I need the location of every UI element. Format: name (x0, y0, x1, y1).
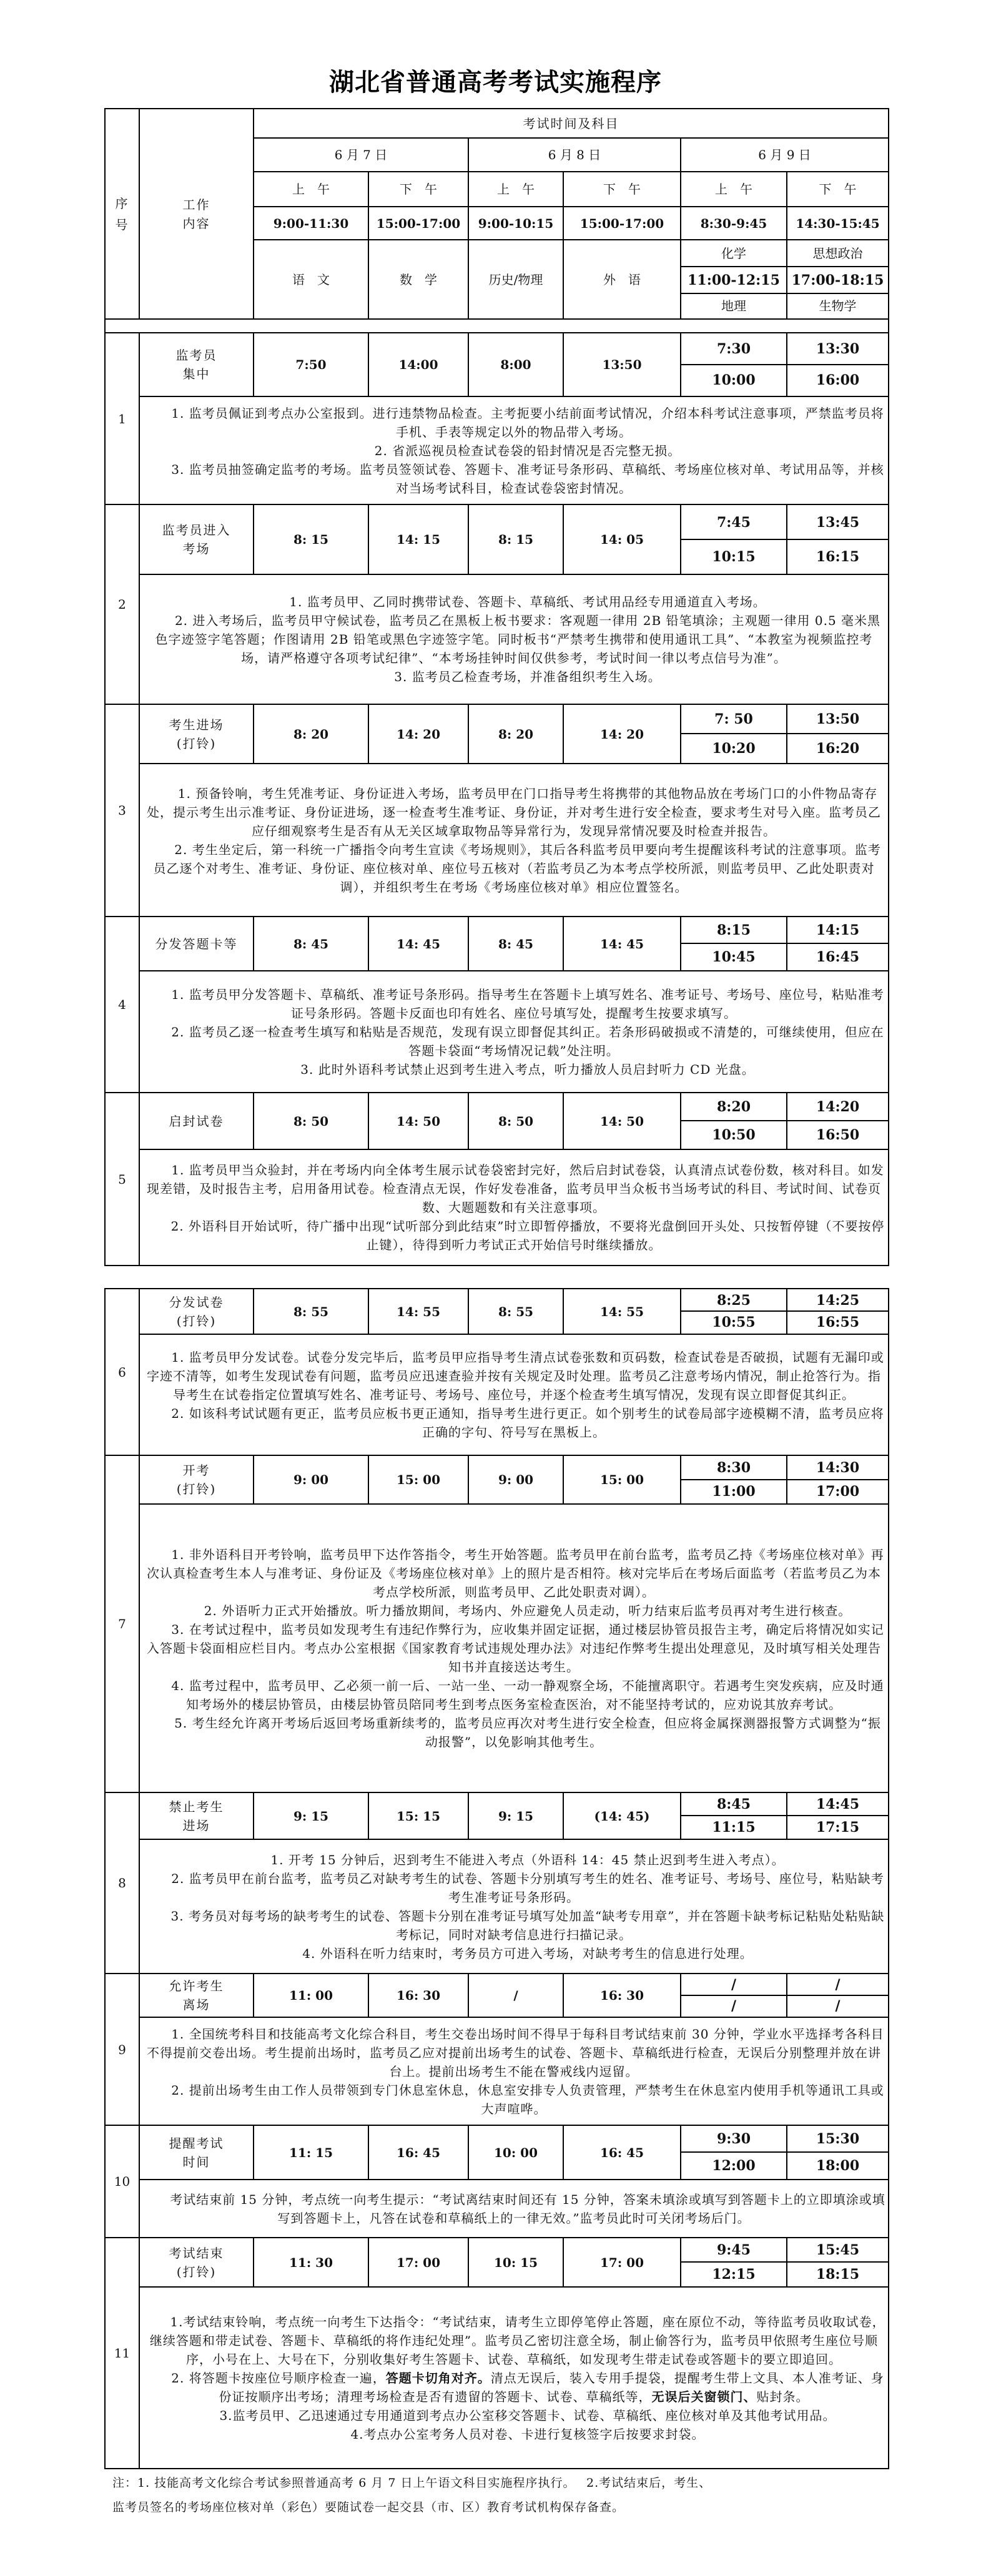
procedure-time-row (105, 1792, 889, 1839)
day3-pm-times (787, 2125, 889, 2180)
row-seq-number: 4 (105, 917, 139, 1093)
procedure-text-row (105, 2287, 889, 2469)
day3-am-times (681, 2125, 787, 2180)
task-time: 8:45 (681, 1793, 786, 1816)
task-time: 16: 30 (563, 1974, 681, 2017)
procedure-paragraph: 1. 全国统考科目和技能高考文化综合科目，考生交卷出场时间不得早于每科目考试结束前 30 分钟，学业水平选择考各科目不得提前交卷出场。考生提前出场时，监考员乙应对提前出场考生的试卷、答题卡、草稿纸进行检查，无误后分别整理并放在讲台上。提前出场考生不能在警戒线内逗留。 (147, 2026, 884, 2079)
task-time: 8:00 (468, 333, 563, 396)
footnote-line-2: 监考员签名的考场座位核对单（彩色）要随试卷一起交县（市、区）教育考试机构保存备查。 (112, 2500, 625, 2514)
procedure-text-row (105, 1839, 889, 1974)
procedure-paragraph: 1. 开考 15 分钟后，迟到考生不能进入考点（外语科 14：45 禁止迟到考生进入考点）。 (270, 1852, 785, 1867)
subject-geography: 地理 (721, 298, 746, 313)
task-name: 考生进场 (打铃) (139, 704, 254, 764)
period-header: 上 午 (254, 172, 368, 207)
procedure-text-row (105, 1334, 889, 1455)
task-time: 13:45 (787, 505, 888, 540)
task-time: / (681, 1974, 786, 1996)
task-time: 17:00 (816, 1483, 860, 1500)
procedure-paragraph: 2. 如该科考试试题有更正，监考员应板书更正通知，指导考生进行更正。如个别考生的试卷局部字迹模糊不清，监考员应将正确的字句、符号写在黑板上。 (171, 1406, 884, 1440)
task-time: 8:15 (681, 917, 786, 944)
subject-cell: 语 文 (254, 240, 368, 319)
exam-time: 15:00-17:00 (368, 207, 468, 240)
procedure-paragraph: 2. 监考员乙逐一检查考生填写和粘贴是否规范，发现有误立即督促其纠正。若条形码破损或不清楚的，可继续使用，但应在答题卡袋面“考场情况记载”处注明。 (171, 1024, 884, 1058)
procedure-time-row (105, 1455, 889, 1504)
task-time: 8: 20 (254, 704, 368, 764)
procedure-text-row (105, 2017, 889, 2125)
task-time: 14: 50 (563, 1093, 681, 1149)
task-time: / (835, 1998, 841, 2014)
procedure-description (139, 764, 889, 917)
period-header: 上 午 (468, 172, 563, 207)
subject-politics: 思想政治 (787, 240, 888, 267)
exam-time: 15:00-17:00 (563, 207, 681, 240)
task-time: 8: 15 (254, 504, 368, 574)
day3-pm-times (787, 333, 889, 396)
procedure-time-row (105, 704, 889, 764)
task-time: 14:00 (368, 333, 468, 396)
day3-am-times (681, 1289, 787, 1334)
task-time: 14: 45 (563, 917, 681, 971)
task-time: 7: 50 (681, 705, 786, 734)
task-time: 17: 00 (368, 2238, 468, 2287)
footnote (112, 2471, 887, 2520)
procedure-text-row (105, 574, 889, 704)
procedure-time-row (105, 504, 889, 574)
footnote-line-1: 注：1. 技能高考文化综合考试参照普通高考 6 月 7 日上午语文科目实施程序执行。 2.考试结束后，考生、 (112, 2476, 712, 2490)
procedure-paragraph: 3. 监考员乙检查考场，并准备组织考生入场。 (394, 669, 661, 684)
task-time: 14:15 (787, 917, 888, 944)
task-time: 10: 00 (468, 2125, 563, 2180)
procedure-paragraph: 考试结束前 15 分钟，考点统一向考生提示：“考试离结束时间还有 15 分钟，答案未填涂或填写到答题卡上的立即填涂或填写到答题卡上，凡答在试卷和草稿纸上的一律无效。”监考员此时可关闭考场后门。 (170, 2191, 885, 2226)
task-time: 7:30 (681, 333, 786, 365)
task-time: 10:45 (712, 949, 756, 965)
task-time: 11:15 (712, 1819, 756, 1836)
procedure-paragraph: 1.考试结束铃响，考点统一向考生下达指令：“考试结束，请考生立即停笔停止答题，座在原位不动，等待监考员收取试卷，继续答题和带走试卷、答题卡、草稿纸的将作违纪处理”。监考员乙密切注意全场，制止偷答行为，监考员甲依照考生座位号顺序，小号在上、大号在下，分别收集好考生答题卡、试卷、草稿纸，如发现考生带走试卷或答题卡的要立即追回。 (149, 2314, 885, 2367)
procedure-paragraph: 1. 预备铃响，考生凭准考证、身份证进入考场，监考员甲在门口指导考生将携带的其他物品放在考场门口的小件物品寄存处，提示考生出示准考证、身份证进场，逐一检查考生准考证、身份证，并对考生进行安全检查，要求考生对号入座。监考员乙应仔细观察考生是否有从无关区域拿取物品等异常行为，发现异常情况要及时检查并报告。 (147, 785, 882, 838)
period-header: 上 午 (681, 172, 787, 207)
day3-am-times (681, 1455, 787, 1504)
procedure-paragraph: 2. 省派巡视员检查试卷袋的铅封情况是否完整无损。 (374, 443, 681, 458)
task-time: 18:15 (816, 2266, 860, 2283)
row-seq-number: 8 (105, 1792, 139, 1974)
task-time: 10:00 (712, 372, 756, 388)
procedure-description (139, 574, 889, 704)
row-seq-number: 11 (105, 2238, 139, 2469)
task-time: 13:50 (787, 705, 888, 734)
task-time: 14:25 (787, 1289, 888, 1312)
exam-time: 8:30-9:45 (681, 207, 787, 240)
day3-pm-times (787, 2238, 889, 2287)
task-time: 16:55 (816, 1314, 860, 1330)
day3-pm-times (787, 1792, 889, 1839)
task-time: 16:00 (816, 372, 860, 388)
task-time: 15: 00 (368, 1455, 468, 1504)
task-time: 8: 55 (254, 1289, 368, 1334)
task-time: 9: 00 (468, 1455, 563, 1504)
procedure-time-row (105, 333, 889, 396)
task-time: 7:45 (681, 505, 786, 540)
task-time: 16:20 (816, 740, 860, 757)
task-time: 16:15 (816, 549, 860, 565)
procedure-paragraph: 5. 考生经允许离开考场后返回考场重新续考的，监考员应再次对考生进行安全检查，但应将金属探测器报警方式调整为“振动报警”，以免影响其他考生。 (174, 1716, 881, 1749)
procedure-time-row (105, 1289, 889, 1334)
procedure-time-row (105, 2125, 889, 2180)
procedure-text-row (105, 396, 889, 504)
task-time: 16: 30 (368, 1974, 468, 2017)
task-time: 18:00 (816, 2158, 860, 2174)
procedure-description (139, 971, 889, 1093)
task-time: 8: 50 (468, 1093, 563, 1149)
row-seq-number: 6 (105, 1289, 139, 1455)
row-seq-number: 1 (105, 333, 139, 504)
procedure-paragraph: 3.监考员甲、乙迅速通过专用通道到考点办公室移交答题卡、试卷、草稿纸、座位核对单及其他考试用品。 (219, 2407, 836, 2423)
day-header: 6 月 7 日 (254, 138, 468, 172)
task-name: 分发答题卡等 (139, 917, 254, 971)
procedure-paragraph: 2. 外语听力正式开始播放。听力播放期间，考场内、外应避免人员走动，听力结束后监考员再对考生进行核查。 (204, 1603, 852, 1618)
row-seq-number: 7 (105, 1455, 139, 1792)
procedure-paragraph: 4.考点办公室考务人员对卷、卡进行复核签字后按要求封袋。 (350, 2426, 705, 2442)
subject-biology: 生物学 (819, 298, 857, 313)
exam-time-subjects-header: 考试时间及科目 (254, 109, 889, 138)
day3-am-times (681, 504, 787, 574)
task-time: 8:20 (681, 1093, 786, 1121)
procedure-paragraph: 3. 监考员抽签确定监考的考场。监考员签领试卷、答题卡、准考证号条形码、草稿纸、考场座位核对单、考试用品等，并核对当场考试科目，检查试卷袋密封情况。 (171, 461, 884, 496)
task-name: 禁止考生 进场 (139, 1792, 254, 1839)
procedure-time-row (105, 2238, 889, 2287)
task-time: 14: 55 (563, 1289, 681, 1334)
procedure-description (139, 2287, 889, 2469)
procedure-text-row (105, 1149, 889, 1266)
subject-chemistry: 化学 (681, 240, 786, 267)
task-name: 开考 (打铃) (139, 1455, 254, 1504)
document-title: 湖北省普通高考考试实施程序 (329, 68, 662, 97)
procedure-paragraph: 2. 提前出场考生由工作人员带领到专门休息室休息，休息室安排专人负责管理，严禁考生在休息室内使用手机等通讯工具或大声喧哗。 (171, 2082, 884, 2116)
task-time: 14: 55 (368, 1289, 468, 1334)
row-seq-number: 2 (105, 504, 139, 704)
task-time: 9:30 (681, 2126, 786, 2153)
day3-pm-times (787, 704, 889, 764)
exam-time: 9:00-11:30 (254, 207, 368, 240)
task-time: 15: 00 (563, 1455, 681, 1504)
procedure-paragraph: 1. 监考员甲当众验封，并在考场内向全体考生展示试卷袋密封完好，然后启封试卷袋，认真清点试卷份数，核对科目。如发现差错，及时报告主考，启用备用试卷。检查清点无误，作好发卷准备，监考员甲当众板书当场考试的科目、考试时间、试卷页数、大题题数和有关注意事项。 (147, 1163, 884, 1215)
task-time: 15:30 (787, 2126, 888, 2153)
procedure-paragraph: 4. 外语科在听力结束时，考务员方可进入考场，对缺考考生的信息进行处理。 (302, 1945, 753, 1961)
procedure-paragraph: 2. 进入考场后，监考员甲守候试卷，监考员乙在黑板上板书要求：客观题一律用 2B 铅笔填涂；主观题一律用 0.5 毫米黑色字迹签字笔答题；作图请用 2B 铅笔或黑色字迹签字笔。同时板书“严禁考生携带和使用通讯工具”、“本教室为视频监控考场，请严格遵守各项考试纪律”、“本考场挂钟时间仅供参考，考试时间一律以考点信号为准”。 (155, 613, 881, 666)
task-time: 7:50 (254, 333, 368, 396)
procedure-description (139, 1504, 889, 1792)
task-time: / (468, 1974, 563, 2017)
procedure-paragraph: 1. 监考员佩证到考点办公室报到。进行违禁物品检查。主考扼要小结前面考试情况，介绍本科考试注意事项，严禁监考员将手机、手表等规定以外的物品带入考场。 (171, 405, 884, 440)
procedure-description (139, 2017, 889, 2125)
task-time: 11: 00 (254, 1974, 368, 2017)
task-time: 8: 15 (468, 504, 563, 574)
exam-time: 14:30-15:45 (787, 207, 889, 240)
task-time: 17: 00 (563, 2238, 681, 2287)
task-time: / (731, 1998, 737, 2014)
day3-am-times (681, 917, 787, 971)
period-header: 下 午 (368, 172, 468, 207)
procedure-paragraph: 1. 监考员甲、乙同时携带试卷、答题卡、草稿纸、考试用品经专用通道直入考场。 (289, 594, 766, 609)
task-time: 14: 20 (368, 704, 468, 764)
task-time: 10:50 (712, 1127, 756, 1143)
exam-time: 11:00-12:15 (681, 267, 786, 294)
procedure-paragraph: 1. 监考员甲分发试卷。试卷分发完毕后，监考员甲应指导考生清点试卷张数和页码数，检查试卷是否破损，试题有无漏印或字迹不清等，如考生发现试卷有问题，监考员应迅速查验并按有关规定及时处理。监考员乙注意考场内情况，制止抢答行为。指导考生在试卷指定位置填写姓名、准考证号、考场号、座位号，并逐个检查考生填写情况，发现有误立即督促其纠正。 (147, 1350, 884, 1402)
subject-cell: 数 学 (368, 240, 468, 319)
task-name: 监考员 集中 (139, 333, 254, 396)
day3-pm-subjects (787, 240, 889, 319)
procedure-paragraph: 1. 非外语科目开考铃响，监考员甲下达作答指令，考生开始答题。监考员甲在前台监考，监考员乙持《考场座位核对单》再次认真检查考生本人与准考证、身份证及《考场座位核对单》上的照片是否相符。核对完毕后在考场后面监考（若监考员乙为本考点学校所派，则监考员甲、乙此处职责对调）。 (147, 1547, 884, 1600)
day3-pm-times (787, 504, 889, 574)
row-seq-number: 10 (105, 2125, 139, 2238)
bold-emphasis: 答题卡切角对齐。 (385, 2370, 491, 2386)
task-time: 15:45 (787, 2238, 888, 2263)
task-time: 14: 20 (563, 704, 681, 764)
procedure-paragraph: 2. 外语科目开始试听，待广播中出现“试听部分到此结束”时立即暂停播放，不要将光盘倒回开头处、只按暂停键（不要按停止键），待得到听力考试正式开始信号时继续播放。 (170, 1219, 885, 1252)
procedure-description (139, 1334, 889, 1455)
task-time: 8:25 (681, 1289, 786, 1312)
procedure-text-row (105, 764, 889, 917)
task-time: 8: 50 (254, 1093, 368, 1149)
task-name: 考试结束 (打铃) (139, 2238, 254, 2287)
procedure-paragraph: 3. 在考试过程中，监考员如发现考生有违纪作弊行为，应收集并固定证据，通过楼层协管员报告主考，确定后将情况如实记入答题卡袋面相应栏目内。考点办公室根据《国家教育考试违规处理办法》对违纪作弊考生提出处理意见，及时填写相关处理告知书并直接送达考生。 (147, 1622, 884, 1674)
task-time: 11:00 (712, 1483, 756, 1500)
day3-am-times (681, 1974, 787, 2017)
task-time: 8: 55 (468, 1289, 563, 1334)
task-time: 12:15 (712, 2266, 756, 2283)
task-time: 16:50 (816, 1127, 860, 1143)
task-time: / (787, 1974, 888, 1996)
task-name: 允许考生 离场 (139, 1974, 254, 2017)
procedure-description (139, 1149, 889, 1266)
spacer-row (105, 319, 889, 333)
procedure-time-row (105, 917, 889, 971)
procedure-paragraph: 2. 将答题卡按座位号顺序检查一遍，答题卡切角对齐。清点无误后，装入专用手提袋，提醒考生带上文具、本人准考证、身份证按顺序出考场；清理考场检查是否有遗留的答题卡、试卷、草稿纸等，无误后关窗锁门、贴封条。 (171, 2370, 884, 2404)
subject-cell: 外 语 (563, 240, 681, 319)
procedure-description (139, 1839, 889, 1974)
task-time: 12:00 (712, 2158, 756, 2174)
task-name: 监考员进入 考场 (139, 504, 254, 574)
day3-pm-times (787, 1455, 889, 1504)
procedure-time-row (105, 1093, 889, 1149)
procedure-paragraph: 1. 监考员甲分发答题卡、草稿纸、准考证号条形码。指导考生在答题卡上填写姓名、准考证号、考场号、座位号，粘贴准考证号条形码。答题卡反面也印有姓名、座位号填写处，提醒考生按要求填写。 (171, 986, 884, 1021)
subject-cell: 历史/物理 (468, 240, 563, 319)
task-time: 9: 15 (254, 1792, 368, 1839)
day3-am-subjects (681, 240, 787, 319)
bold-emphasis: 无误后关窗锁门、 (651, 2389, 757, 2404)
exam-time: 17:00-18:15 (787, 267, 888, 294)
task-time: 16: 45 (368, 2125, 468, 2180)
task-time: 10: 15 (468, 2238, 563, 2287)
schedule-table-part-2 (104, 1288, 889, 2469)
task-time: 10:55 (712, 1314, 756, 1330)
task-name: 启封试卷 (139, 1093, 254, 1149)
task-time: 17:15 (816, 1819, 860, 1836)
procedure-text-row (105, 1504, 889, 1792)
task-time: 16:45 (816, 949, 860, 965)
day3-am-times (681, 704, 787, 764)
row-seq-number: 3 (105, 704, 139, 917)
task-time: 10:15 (712, 549, 756, 565)
day3-pm-times (787, 917, 889, 971)
task-time: 16: 45 (563, 2125, 681, 2180)
task-time: 14: 15 (368, 504, 468, 574)
procedure-paragraph: 2. 监考员甲在前台监考，监考员乙对缺考考生的试卷、答题卡分别填写考生的姓名、准考证号、考场号、座位号，粘贴缺考考生准考证号条形码。 (171, 1871, 884, 1905)
task-time: 9:45 (681, 2238, 786, 2263)
task-time: 13:50 (563, 333, 681, 396)
procedure-description (139, 2180, 889, 2238)
procedure-text-row (105, 971, 889, 1093)
procedure-paragraph: 3. 此时外语科考试禁止迟到考生进入考点，听力播放人员启封听力 CD 光盘。 (300, 1061, 755, 1077)
task-time: 13:30 (787, 333, 888, 365)
day3-pm-times (787, 1289, 889, 1334)
task-time: 8: 45 (254, 917, 368, 971)
period-header: 下 午 (787, 172, 889, 207)
row-seq-number: 5 (105, 1093, 139, 1266)
day3-am-times (681, 1093, 787, 1149)
procedure-paragraph: 3. 考务员对每考场的缺考考生的试卷、答题卡分别在准考证号填写处加盖“缺考专用章”，并在答题卡缺考标记粘贴处粘贴缺考标记，同时对缺考信息进行扫描记录。 (170, 1908, 885, 1942)
row-seq-number: 9 (105, 1974, 139, 2125)
task-time: 14:45 (787, 1793, 888, 1816)
day3-am-times (681, 333, 787, 396)
task-time: 9: 00 (254, 1455, 368, 1504)
procedure-paragraph: 4. 监考过程中，监考员甲、乙必须一前一后、一站一坐、一动一静观察全场，不能擅离职守。若遇考生突发疾病，应及时通知考场外的楼层协管员，由楼层协管员陪同考生到考点医务室检查医治，对不能坚持考试的，应劝说其放弃考试。 (171, 1678, 884, 1712)
procedure-paragraph: 2. 考生坐定后，第一科统一广播指令向考生宣读《考场规则》，其后各科监考员甲要向考生提醒该科考试的注意事项。监考员乙逐个对考生、准考证、身份证、座位核对单、座位号五核对（若监考员乙为本考点学校所派，则监考员甲、乙此处职责对调），并组织考生在考场《考场座位核对单》相应位置签名。 (153, 842, 881, 895)
task-name: 分发试卷 (打铃) (139, 1289, 254, 1334)
work-content-header: 工作 内容 (139, 109, 254, 319)
task-time: 8:30 (681, 1456, 786, 1480)
period-header: 下 午 (563, 172, 681, 207)
task-name: 提醒考试 时间 (139, 2125, 254, 2180)
task-time: 8: 20 (468, 704, 563, 764)
procedure-text-row (105, 2180, 889, 2238)
task-time: 14:30 (787, 1456, 888, 1480)
task-time: 11: 15 (254, 2125, 368, 2180)
day3-pm-times (787, 1093, 889, 1149)
task-time: 10:20 (712, 740, 756, 757)
schedule-table-part-1 (104, 108, 889, 1266)
exam-time: 9:00-10:15 (468, 207, 563, 240)
task-time: 15: 15 (368, 1792, 468, 1839)
task-time: 9: 15 (468, 1792, 563, 1839)
task-time: 14: 50 (368, 1093, 468, 1149)
day3-pm-times (787, 1974, 889, 2017)
task-time: 14: 05 (563, 504, 681, 574)
day3-am-times (681, 2238, 787, 2287)
task-time: 8: 45 (468, 917, 563, 971)
task-time: 11: 30 (254, 2238, 368, 2287)
procedure-description (139, 396, 889, 504)
day-header: 6 月 8 日 (468, 138, 681, 172)
task-time: (14: 45) (563, 1792, 681, 1839)
day3-am-times (681, 1792, 787, 1839)
task-time: 14:20 (787, 1093, 888, 1121)
day-header: 6 月 9 日 (681, 138, 889, 172)
seq-header: 序 号 (105, 109, 139, 319)
task-time: 14: 45 (368, 917, 468, 971)
procedure-time-row (105, 1974, 889, 2017)
